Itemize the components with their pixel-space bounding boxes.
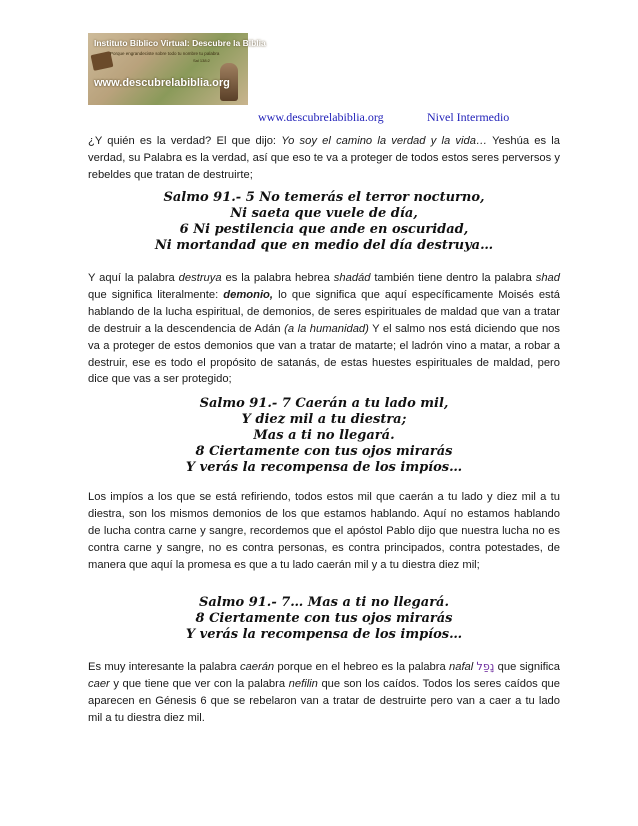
logo-title: Instituto Bíblico Virtual: Descubre la Biblia bbox=[94, 38, 266, 48]
text-run: Y el salmo nos está diciendo que nos va a proteger de estos demonios que van a tratar de matarte; el ladrón vino a matar, a robar a destruir, ese es todo el propósito de satanás, de estas huestes espirituales de maldad, pero dice que vas a ser protegido; bbox=[88, 322, 560, 386]
verse-line: 6 Ni pestilencia que ande en oscuridad, bbox=[179, 221, 469, 237]
verse-line: Salmo 91.- 7… Mas a ti no llegará. bbox=[199, 595, 449, 610]
logo-ref: Sal 138:2 bbox=[193, 58, 210, 63]
emphasis: shadád bbox=[333, 272, 371, 284]
verse-line: Ni saeta que vuele de día, bbox=[230, 205, 418, 221]
emphasis: nafal bbox=[449, 661, 474, 673]
paragraph-4 bbox=[88, 659, 560, 727]
verse-line: Y verás la recompensa de los impíos… bbox=[185, 459, 463, 475]
verse-line: 8 Ciertamente con tus ojos mirarás bbox=[195, 610, 453, 626]
emphasis: caer bbox=[88, 677, 110, 690]
verse-block-1 bbox=[88, 190, 560, 254]
paragraph-1 bbox=[88, 133, 560, 184]
quote-emphasis: Yo soy el camino la verdad y la vida… bbox=[281, 135, 488, 147]
text-run: Los impíos a los que se está refiriendo, todos estos mil que caerán a tu lado y diez mil a tu diestra, son los mismos demonios de los que estamos hablando. Aquí no estamos hablando de lucha contra carne y sangre, recordemos que el apóstol Pablo dijo que nuestra lucha no es contra carne y sangre, no es contra personas, es contra principados, contra potestades, de manera que aquí la promesa es que a tu lado caerán mil y a tu diestra diez mil; bbox=[88, 491, 560, 571]
text-run: y que tiene que ver con la palabra bbox=[109, 677, 289, 690]
verse-line: 8 Ciertamente con tus ojos mirarás bbox=[195, 443, 453, 459]
strong-emphasis: demonio, bbox=[223, 288, 274, 301]
verse-line: Ni mortandad que en medio del día destruya… bbox=[154, 237, 494, 253]
verse-line: Y diez mil a tu diestra; bbox=[241, 411, 407, 427]
paragraph-2 bbox=[88, 270, 560, 388]
emphasis: shad bbox=[535, 272, 560, 284]
header-level: Nivel Intermedio bbox=[427, 110, 510, 124]
text-run: es la palabra hebrea bbox=[221, 272, 334, 284]
text-run: ¿Y quién es la verdad? El que dijo: bbox=[88, 135, 282, 147]
emphasis: (a la humanidad) bbox=[284, 322, 369, 335]
text-run: Yeshúa es la verdad, su Palabra es la verdad, así que eso te va a proteger de todos estos seres perversos y rebeldes que tratan de destruirte; bbox=[88, 135, 561, 181]
hebrew-word: נָפַל bbox=[476, 660, 495, 673]
text-run: que significa bbox=[494, 661, 560, 673]
verse-block-2 bbox=[88, 396, 560, 476]
verse-block-3 bbox=[88, 595, 560, 643]
text-run: Es muy interesante la palabra bbox=[88, 661, 240, 673]
paragraph-3 bbox=[88, 489, 560, 574]
text-run: también tiene dentro la palabra bbox=[370, 272, 536, 284]
logo-tagline: Porque engrandeciste sobre todo tu nombre tu palabra bbox=[110, 51, 220, 56]
text-run: que significa literalmente: bbox=[88, 288, 224, 301]
text-run: porque en el hebreo es la palabra bbox=[274, 661, 449, 673]
verse-line: Salmo 91.- 5 No temerás el terror nocturno, bbox=[163, 190, 485, 205]
text-run: lo que significa que aquí específicamente Moisés está hablando de la lucha espiritual, de demonios, de seres espirituales de maldad que van a tratar de destruir a la descendencia de Adán bbox=[88, 288, 560, 335]
verse-line: Y verás la recompensa de los impíos… bbox=[185, 626, 463, 642]
text-run: Y aquí la palabra bbox=[88, 272, 179, 284]
logo-site: www.descubrelabiblia.org bbox=[94, 77, 230, 89]
verse-line: Salmo 91.- 7 Caerán a tu lado mil, bbox=[199, 396, 449, 411]
verse-line: Mas a ti no llegará. bbox=[253, 427, 395, 443]
emphasis: destruya bbox=[178, 272, 222, 284]
institute-logo bbox=[88, 33, 266, 105]
emphasis: caerán bbox=[239, 661, 275, 673]
text-run: que son los caídos. Todos los seres caídos que aparecen en Génesis 6 que se rebelaron van a tratar de destruirte pero van a caer a tu lado mil a tu diestra diez mil. bbox=[88, 677, 560, 724]
header-url[interactable]: www.descubrelabiblia.org bbox=[258, 110, 384, 124]
emphasis: nefilin bbox=[288, 677, 318, 690]
